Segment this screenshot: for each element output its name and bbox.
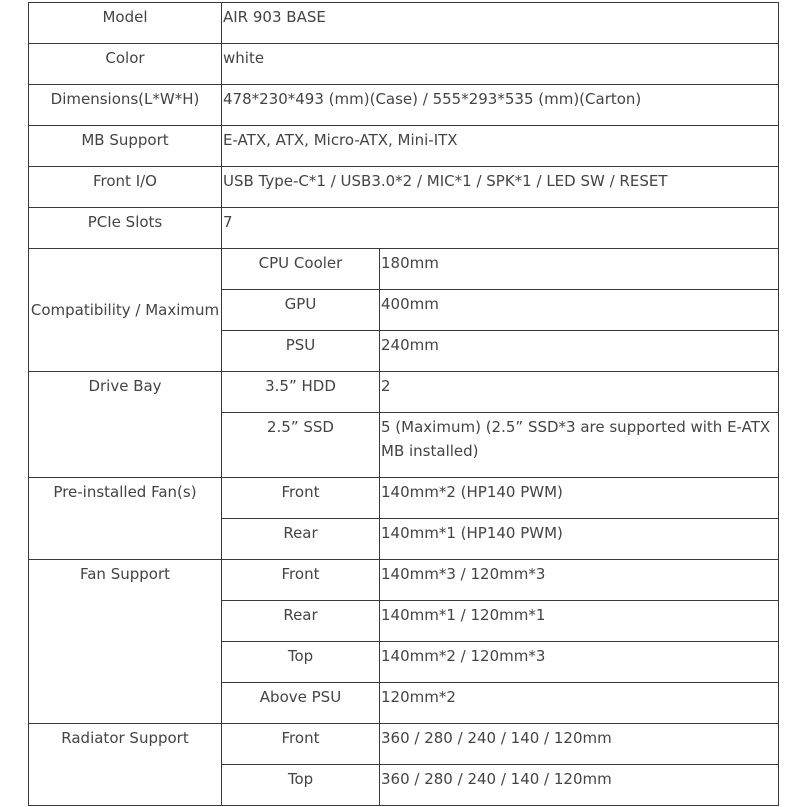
drive-bay-value: 2 (380, 372, 779, 413)
preinstalled-fans-sub-label: Rear (222, 519, 380, 560)
preinstalled-fans-label: Pre-installed Fan(s) (29, 478, 222, 560)
fan-support-sub-label: Above PSU (222, 683, 380, 724)
table-row (29, 3, 779, 44)
color-value: white (222, 44, 779, 85)
table-row (29, 372, 779, 413)
table-row (29, 44, 779, 85)
front-io-label: Front I/O (29, 167, 222, 208)
fan-support-value: 140mm*1 / 120mm*1 (380, 601, 779, 642)
model-value: AIR 903 BASE (222, 3, 779, 44)
front-io-value: USB Type-C*1 / USB3.0*2 / MIC*1 / SPK*1 / LED SW / RESET (222, 167, 779, 208)
dimensions-value: 478*230*493 (mm)(Case) / 555*293*535 (mm)(Carton) (222, 85, 779, 126)
drive-bay-sub-label: 3.5” HDD (222, 372, 380, 413)
table-row (29, 560, 779, 601)
radiator-support-label: Radiator Support (29, 724, 222, 806)
pcie-slots-label: PCIe Slots (29, 208, 222, 249)
compatibility-value: 400mm (380, 290, 779, 331)
fan-support-value: 140mm*2 / 120mm*3 (380, 642, 779, 683)
table-row (29, 126, 779, 167)
fan-support-sub-label: Top (222, 642, 380, 683)
fan-support-label: Fan Support (29, 560, 222, 724)
pcie-slots-value: 7 (222, 208, 779, 249)
drive-bay-value: 5 (Maximum) (2.5” SSD*3 are supported with E-ATX MB installed) (380, 413, 779, 478)
compatibility-value: 240mm (380, 331, 779, 372)
radiator-support-value: 360 / 280 / 240 / 140 / 120mm (380, 765, 779, 806)
compatibility-sub-label: GPU (222, 290, 380, 331)
mb-support-label: MB Support (29, 126, 222, 167)
radiator-support-value: 360 / 280 / 240 / 140 / 120mm (380, 724, 779, 765)
model-label: Model (29, 3, 222, 44)
radiator-support-sub-label: Top (222, 765, 380, 806)
drive-bay-label: Drive Bay (29, 372, 222, 478)
table-row (29, 249, 779, 290)
table-row (29, 724, 779, 765)
fan-support-value: 140mm*3 / 120mm*3 (380, 560, 779, 601)
spec-table (28, 2, 779, 806)
color-label: Color (29, 44, 222, 85)
compatibility-label: Compatibility / Maximum (29, 249, 222, 372)
preinstalled-fans-sub-label: Front (222, 478, 380, 519)
drive-bay-sub-label: 2.5” SSD (222, 413, 380, 478)
fan-support-sub-label: Front (222, 560, 380, 601)
radiator-support-sub-label: Front (222, 724, 380, 765)
preinstalled-fans-value: 140mm*1 (HP140 PWM) (380, 519, 779, 560)
mb-support-value: E-ATX, ATX, Micro-ATX, Mini-ITX (222, 126, 779, 167)
fan-support-sub-label: Rear (222, 601, 380, 642)
dimensions-label: Dimensions(L*W*H) (29, 85, 222, 126)
fan-support-value: 120mm*2 (380, 683, 779, 724)
compatibility-sub-label: CPU Cooler (222, 249, 380, 290)
table-row (29, 85, 779, 126)
preinstalled-fans-value: 140mm*2 (HP140 PWM) (380, 478, 779, 519)
compatibility-value: 180mm (380, 249, 779, 290)
table-row (29, 167, 779, 208)
compatibility-sub-label: PSU (222, 331, 380, 372)
table-row (29, 208, 779, 249)
table-row (29, 478, 779, 519)
